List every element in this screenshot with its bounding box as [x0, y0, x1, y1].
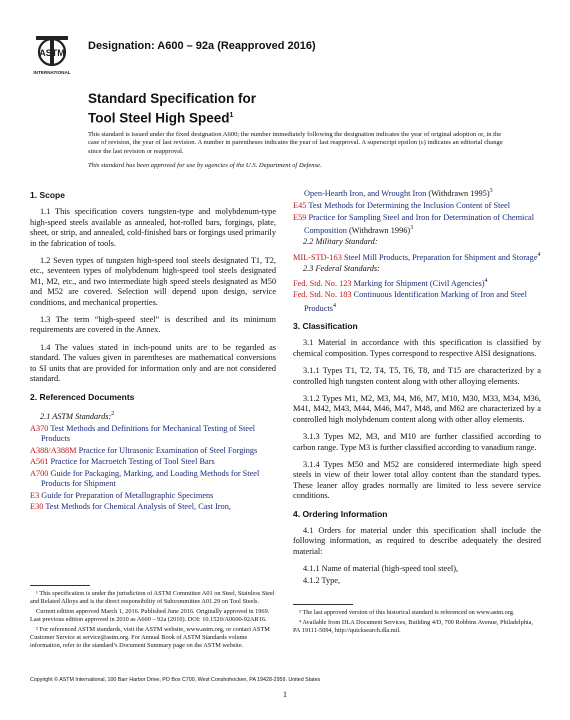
- title-line-1: Standard Specification for: [88, 91, 257, 106]
- left-footnotes: [30, 590, 276, 652]
- footnote-1-edition: Current edition approved March 1, 2016. Published June 2016. Originally approved in 1969. Last previous edition approved in 2010 as A600 – 92a (2010). DOI: 10.1520/A0600-92AR16.: [30, 608, 270, 623]
- footnote-rule-left: [30, 585, 90, 586]
- title-line-2: [88, 107, 256, 127]
- para-4-1-1: 4.1.1 Name of material (high-speed tool steel),: [303, 564, 459, 574]
- ref-e45[interactable]: E45 Test Methods for Determining the Inclusion Content of Steel: [293, 201, 511, 211]
- astm-standards-label: 2.1 ASTM Standards:$^2$: [40, 410, 115, 421]
- para-3-1-4: 3.1.4 Types M50 and M52 are considered intermediate high speed steels in view of their lower total alloy content than the standard types. These leaner alloy grades normally are limited to less severe service conditions.: [293, 459, 541, 501]
- federal-standards-label: 2.3 Federal Standards:: [303, 263, 380, 273]
- ref-e59[interactable]: E59 Practice for Sampling Steel and Iron for Determination of Chemical Composition (Withdrawn 1996)$^3$: [293, 212, 535, 235]
- right-footnotes: [293, 609, 541, 637]
- dod-approval-note: This standard has been approved for use by agencies of the U.S. Department of Defense.: [88, 162, 322, 170]
- intro-block: [88, 131, 508, 177]
- ref-a700[interactable]: A700 Guide for Packaging, Marking, and Loading Methods for Steel Products for Shipment: [30, 468, 260, 489]
- section-3-heading: 3. Classification: [293, 320, 358, 331]
- svg-text:INTERNATIONAL: INTERNATIONAL: [33, 70, 71, 75]
- ref-fed-std-183[interactable]: Fed. Std. No. 183 Continuous Identification Marking of Iron and Steel Products$^4$: [293, 290, 527, 313]
- copyright-notice: Copyright © ASTM International, 100 Barr Harbor Drive, PO Box C700, West Conshohocken, PA 19428-2959. United States: [30, 677, 321, 683]
- designation: Designation: A600 – 92a (Reapproved 2016): [88, 40, 316, 52]
- ref-a370[interactable]: A370 Test Methods and Definitions for Mechanical Testing of Steel Products: [30, 424, 256, 444]
- ref-e30-continued[interactable]: Open-Hearth Iron, and Wrought Iron (Withdrawn 1995)$^3$: [304, 188, 493, 198]
- ref-e30[interactable]: E30 Test Methods for Chemical Analysis of Steel, Cast Iron,: [30, 501, 231, 511]
- astm-logo: [30, 32, 74, 78]
- footnote-1: ¹ This specification is under the jurisdiction of ASTM Committee A01 on Steel, Stainless Steel and Related Alloys and is the direct responsibility of Subcommittee A01.29 on Tool Steels.: [30, 590, 275, 605]
- title-text: Tool Steel High Speed: [88, 110, 230, 126]
- astm-logo-mark: [30, 32, 74, 78]
- svg-text:ASTM: ASTM: [39, 48, 65, 58]
- ref-a388[interactable]: A388/A388M Practice for Ultrasonic Examination of Steel Forgings: [30, 445, 258, 455]
- page-number: 1: [283, 690, 287, 699]
- left-column: [30, 186, 276, 513]
- footnote-2: ² For referenced ASTM standards, visit the ASTM website, www.astm.org, or contact ASTM Customer Service at service@astm.org. For Annual Book of ASTM Standards volume information, refer to the standard’s Document Summary page on the ASTM website.: [30, 626, 270, 649]
- para-1-2: 1.2 Seven types of tungsten high-speed tool steels designated T1, T2, etc., seventeen types of molybdenum high-speed tool steels designated M1, M2, etc., and two intermediate high speed steels designated as M50 and M52 are covered. Selection will depend upon design, service conditions, and mechanical properties.: [30, 256, 276, 307]
- section-2-heading: 2. Referenced Documents: [30, 391, 135, 402]
- footnote-rule-right: [293, 604, 353, 605]
- para-3-1: 3.1 Material in accordance with this specification is classified by chemical composition. Types correspond to respective AISI designations.: [293, 338, 541, 358]
- para-3-1-3: 3.1.3 Types M2, M3, and M10 are further classified according to carbon range. Type M3 is further classified according to vanadium range.: [293, 432, 541, 452]
- title-footnote-mark: 1: [229, 112, 234, 119]
- intro-paragraph: This standard is issued under the fixed designation A600; the number immediately following the designation indicates the year of original adoption or, in the case of revision, the year of last revision. A number in parentheses indicates the year of last reapproval. A superscript epsilon (ε) indicates an editorial change since the last revision or reapproval.: [88, 131, 503, 155]
- ref-e3[interactable]: E3 Guide for Preparation of Metallographic Specimens: [30, 490, 214, 500]
- para-1-4: 1.4 The values stated in inch-pound units are to be regarded as standard. The values given in parentheses are mathematical conversions to SI units that are provided for information only and are not considered standard.: [30, 342, 276, 384]
- para-4-1: 4.1 Orders for material under this specification shall include the following information, as required to describe adequately the desired material:: [293, 525, 541, 556]
- para-1-3: 1.3 The term “high-speed steel” is described and its minimum requirements are covered in the Annex.: [30, 315, 276, 335]
- para-4-1-2: 4.1.2 Type,: [303, 575, 341, 585]
- page-title: [88, 90, 256, 127]
- ref-a561[interactable]: A561 Practice for Macroetch Testing of Tool Steel Bars: [30, 457, 215, 467]
- footnote-4: ⁴ Available from DLA Document Services, Building 4/D, 700 Robbins Avenue, Philadelphia, PA 19111-5094, http://quicksearch.dla.mil.: [293, 619, 534, 634]
- section-4-heading: 4. Ordering Information: [293, 508, 388, 519]
- para-1-1: 1.1 This specification covers tungsten-type and molybdenum-type high-speed steels available as annealed, hot-rolled bars, forgings, plate, sheet, or strip, and annealed, cold-finished bars or forgings used primarily in the fabrication of tools.: [30, 207, 276, 248]
- footnote-3: ³ The last approved version of this historical standard is referenced on www.astm.org.: [299, 609, 515, 616]
- right-column: [293, 186, 541, 593]
- para-3-1-2: 3.1.2 Types M1, M2, M3, M4, M6, M7, M10, M30, M33, M34, M36, M41, M42, M43, M44, M46, M47, M48, and M62 are characterized by a controlled high molybdenum content along with other alloy elements.: [293, 393, 541, 424]
- section-1-heading: 1. Scope: [30, 190, 65, 200]
- ref-mil-std-163[interactable]: MIL-STD-163 Steel Mill Products, Preparation for Shipment and Storage$^4$: [293, 251, 541, 262]
- ref-fed-std-123[interactable]: Fed. Std. No. 123 Marking for Shipment (Civil Agencies)$^4$: [293, 278, 488, 288]
- military-standard-label: 2.2 Military Standard:: [303, 237, 378, 247]
- para-3-1-1: 3.1.1 Types T1, T2, T4, T5, T6, T8, and T15 are characterized by a controlled high tungsten content along with other alloying elements.: [293, 366, 541, 386]
